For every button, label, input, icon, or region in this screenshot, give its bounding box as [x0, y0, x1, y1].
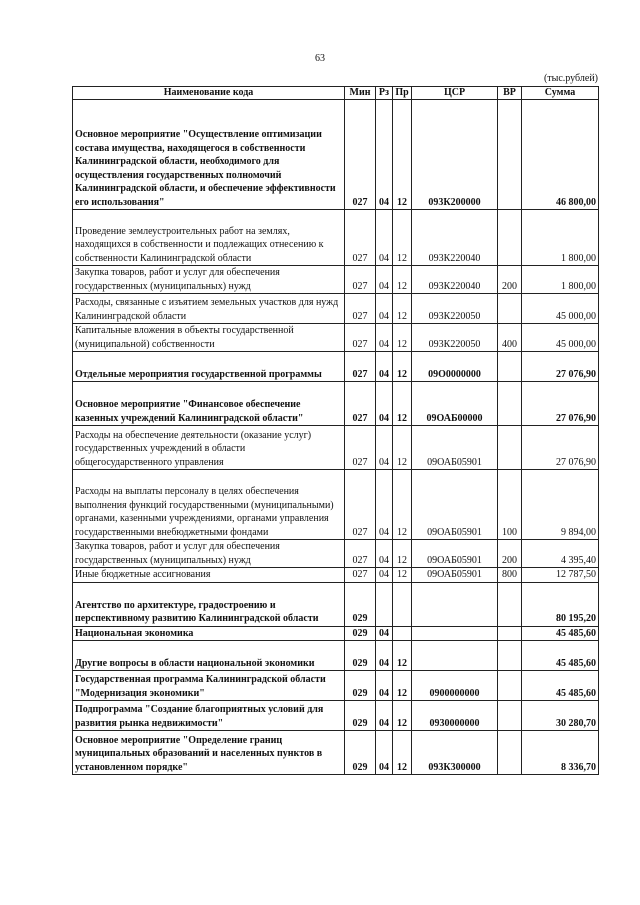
cell-vr: 800 — [498, 568, 522, 583]
cell-name: Отдельные мероприятия государственной программы — [73, 352, 345, 382]
cell-name: Расходы на выплаты персоналу в целях обеспечения выполнения функций государственными (муниципальными) органами, казенными учреждениями, органами управления государственными внебюджетными фондами — [73, 470, 345, 540]
cell-csr: 093К220050 — [412, 324, 498, 352]
cell-pr: 12 — [393, 294, 412, 324]
cell-name: Агентство по архитектуре, градостроению и перспективному развитию Калининградской области — [73, 582, 345, 626]
cell-pr — [393, 582, 412, 626]
cell-csr: 093К220040 — [412, 210, 498, 266]
cell-sum: 45 485,60 — [522, 671, 599, 701]
cell-name: Подпрограмма "Создание благоприятных условий для развития рынка недвижимости" — [73, 701, 345, 731]
table-row — [73, 324, 599, 352]
cell-name: Основное мероприятие "Определение границ муниципальных образований и населенных пунктов в установленном порядке" — [73, 731, 345, 775]
table-row — [73, 582, 599, 626]
cell-sum: 4 395,40 — [522, 540, 599, 568]
cell-sum: 30 280,70 — [522, 701, 599, 731]
cell-vr — [498, 352, 522, 382]
cell-vr: 200 — [498, 266, 522, 294]
cell-sum: 12 787,50 — [522, 568, 599, 583]
cell-rz: 04 — [376, 626, 393, 641]
cell-sum: 45 000,00 — [522, 294, 599, 324]
cell-sum: 45 485,60 — [522, 641, 599, 671]
table-row — [73, 470, 599, 540]
header-vr: ВР — [498, 87, 522, 100]
cell-vr — [498, 626, 522, 641]
cell-pr: 12 — [393, 100, 412, 210]
cell-min: 029 — [345, 626, 376, 641]
cell-name: Основное мероприятие "Осуществление оптимизации состава имущества, находящегося в собственности Калининградской области, необходимого для осуществления государственных полномочий Калининградской области, и обеспечение эффективности его использования" — [73, 100, 345, 210]
header-csr: ЦСР — [412, 87, 498, 100]
cell-pr — [393, 626, 412, 641]
table-row — [73, 294, 599, 324]
table-row — [73, 266, 599, 294]
table-row — [73, 671, 599, 701]
cell-csr — [412, 626, 498, 641]
cell-name: Основное мероприятие "Финансовое обеспечение казенных учреждений Калининградской области" — [73, 382, 345, 426]
cell-pr: 12 — [393, 731, 412, 775]
table-row — [73, 382, 599, 426]
cell-pr: 12 — [393, 641, 412, 671]
cell-rz: 04 — [376, 324, 393, 352]
cell-min: 027 — [345, 352, 376, 382]
cell-min: 027 — [345, 210, 376, 266]
cell-min: 027 — [345, 470, 376, 540]
cell-pr: 12 — [393, 701, 412, 731]
cell-name: Расходы на обеспечение деятельности (оказание услуг) государственных учреждений в области общегосударственного управления — [73, 426, 345, 470]
cell-pr: 12 — [393, 568, 412, 583]
cell-sum: 27 076,90 — [522, 426, 599, 470]
cell-name: Государственная программа Калининградской области "Модернизация экономики" — [73, 671, 345, 701]
cell-vr — [498, 641, 522, 671]
cell-csr — [412, 641, 498, 671]
page-number: 63 — [315, 53, 325, 64]
header-name: Наименование кода — [73, 87, 345, 100]
cell-min: 029 — [345, 731, 376, 775]
table-row — [73, 641, 599, 671]
cell-sum: 27 076,90 — [522, 352, 599, 382]
cell-csr: 0930000000 — [412, 701, 498, 731]
cell-csr: 09ОАБ05901 — [412, 540, 498, 568]
cell-name: Закупка товаров, работ и услуг для обеспечения государственных (муниципальных) нужд — [73, 266, 345, 294]
cell-vr — [498, 294, 522, 324]
header-pr: Пр — [393, 87, 412, 100]
cell-rz: 04 — [376, 100, 393, 210]
cell-sum: 1 800,00 — [522, 266, 599, 294]
table-row — [73, 210, 599, 266]
cell-rz: 04 — [376, 294, 393, 324]
header-min: Мин — [345, 87, 376, 100]
cell-pr: 12 — [393, 382, 412, 426]
cell-rz: 04 — [376, 470, 393, 540]
cell-vr: 400 — [498, 324, 522, 352]
cell-sum: 45 000,00 — [522, 324, 599, 352]
cell-rz: 04 — [376, 382, 393, 426]
cell-sum: 8 336,70 — [522, 731, 599, 775]
cell-csr: 09ОАБ00000 — [412, 382, 498, 426]
cell-min: 029 — [345, 701, 376, 731]
cell-vr — [498, 701, 522, 731]
cell-rz: 04 — [376, 266, 393, 294]
cell-vr — [498, 210, 522, 266]
cell-rz: 04 — [376, 731, 393, 775]
cell-csr: 093К220050 — [412, 294, 498, 324]
cell-pr: 12 — [393, 470, 412, 540]
cell-min: 027 — [345, 266, 376, 294]
header-sum: Сумма — [522, 87, 599, 100]
cell-rz — [376, 582, 393, 626]
cell-vr — [498, 731, 522, 775]
cell-rz: 04 — [376, 701, 393, 731]
cell-rz: 04 — [376, 426, 393, 470]
cell-vr: 200 — [498, 540, 522, 568]
cell-min: 027 — [345, 382, 376, 426]
table-row — [73, 540, 599, 568]
cell-min: 029 — [345, 641, 376, 671]
cell-rz: 04 — [376, 540, 393, 568]
cell-pr: 12 — [393, 266, 412, 294]
cell-rz: 04 — [376, 210, 393, 266]
cell-name: Расходы, связанные с изъятием земельных участков для нужд Калининградской области — [73, 294, 345, 324]
cell-sum: 46 800,00 — [522, 100, 599, 210]
cell-name: Закупка товаров, работ и услуг для обеспечения государственных (муниципальных) нужд — [73, 540, 345, 568]
cell-pr: 12 — [393, 540, 412, 568]
cell-vr — [498, 382, 522, 426]
table-row — [73, 626, 599, 641]
cell-min: 027 — [345, 568, 376, 583]
cell-name: Иные бюджетные ассигнования — [73, 568, 345, 583]
cell-min: 027 — [345, 540, 376, 568]
cell-name: Другие вопросы в области национальной экономики — [73, 641, 345, 671]
cell-vr — [498, 671, 522, 701]
cell-csr: 093К300000 — [412, 731, 498, 775]
table-row — [73, 731, 599, 775]
header-rz: Рз — [376, 87, 393, 100]
cell-min: 027 — [345, 294, 376, 324]
table-row — [73, 701, 599, 731]
budget-table — [72, 86, 599, 775]
cell-csr: 09ОАБ05901 — [412, 568, 498, 583]
cell-rz: 04 — [376, 641, 393, 671]
cell-sum: 80 195,20 — [522, 582, 599, 626]
cell-pr: 12 — [393, 671, 412, 701]
cell-vr — [498, 100, 522, 210]
cell-rz: 04 — [376, 568, 393, 583]
unit-label: (тыс.рублей) — [543, 73, 598, 84]
cell-sum: 1 800,00 — [522, 210, 599, 266]
cell-pr: 12 — [393, 352, 412, 382]
table-row — [73, 568, 599, 583]
cell-vr: 100 — [498, 470, 522, 540]
table-row — [73, 426, 599, 470]
cell-sum: 9 894,00 — [522, 470, 599, 540]
cell-min: 027 — [345, 100, 376, 210]
cell-name: Проведение землеустроительных работ на землях, находящихся в собственности и подлежащих отнесению к собственности Калининградской области — [73, 210, 345, 266]
cell-min: 027 — [345, 426, 376, 470]
cell-vr — [498, 426, 522, 470]
cell-pr: 12 — [393, 324, 412, 352]
cell-min: 029 — [345, 671, 376, 701]
cell-sum: 45 485,60 — [522, 626, 599, 641]
cell-pr: 12 — [393, 210, 412, 266]
cell-csr: 09О0000000 — [412, 352, 498, 382]
cell-rz: 04 — [376, 352, 393, 382]
table-body — [73, 100, 599, 775]
cell-csr — [412, 582, 498, 626]
cell-rz: 04 — [376, 671, 393, 701]
cell-csr: 093К220040 — [412, 266, 498, 294]
cell-name: Национальная экономика — [73, 626, 345, 641]
cell-csr: 09ОАБ05901 — [412, 426, 498, 470]
table-row — [73, 100, 599, 210]
cell-pr: 12 — [393, 426, 412, 470]
cell-min: 027 — [345, 324, 376, 352]
table-header-row — [73, 87, 599, 100]
cell-name: Капитальные вложения в объекты государственной (муниципальной) собственности — [73, 324, 345, 352]
cell-min: 029 — [345, 582, 376, 626]
cell-csr: 093К200000 — [412, 100, 498, 210]
cell-csr: 0900000000 — [412, 671, 498, 701]
cell-sum: 27 076,90 — [522, 382, 599, 426]
cell-vr — [498, 582, 522, 626]
cell-csr: 09ОАБ05901 — [412, 470, 498, 540]
table-row — [73, 352, 599, 382]
